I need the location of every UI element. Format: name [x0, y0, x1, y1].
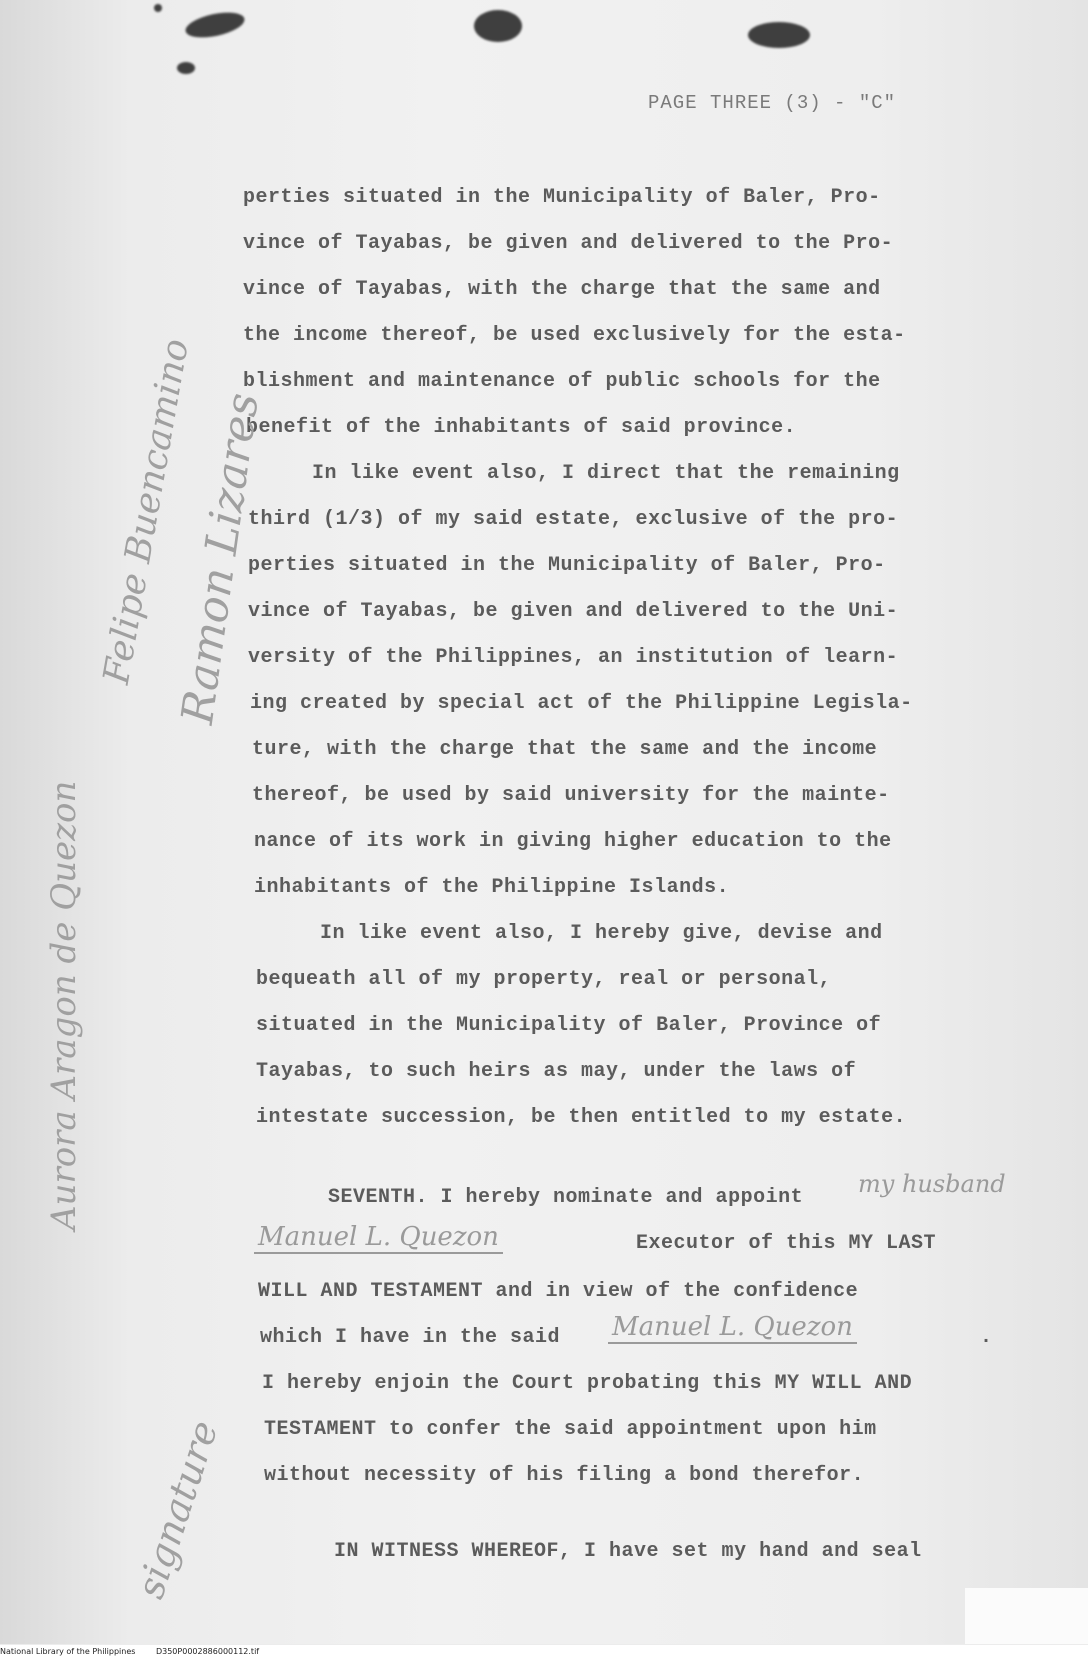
ink-blot [183, 8, 246, 42]
body-line: TESTAMENT to confer the said appointment upon him [264, 1418, 877, 1441]
body-line: SEVENTH. I hereby nominate and appoint [328, 1186, 804, 1209]
body-line: nance of its work in giving higher education to the [254, 830, 892, 853]
body-line: perties situated in the Municipality of Baler, Pro- [248, 554, 886, 577]
handwritten-fill: Manuel L. Quezon [254, 1222, 503, 1254]
body-line: blishment and maintenance of public schools for the [243, 370, 881, 393]
body-line: IN WITNESS WHEREOF, I have set my hand and seal [334, 1540, 922, 1563]
body-line: I hereby enjoin the Court probating this MY WILL AND [262, 1372, 913, 1395]
ink-blot [474, 10, 522, 42]
footer-library: National Library of the Philippines [0, 1647, 136, 1656]
scan-footer [0, 1645, 1088, 1658]
body-line: bequeath all of my property, real or personal, [256, 968, 832, 991]
margin-signature: Ramon Lizares [172, 389, 269, 728]
body-line: perties situated in the Municipality of Baler, Pro- [243, 186, 881, 209]
page-header: PAGE THREE (3) - "C" [648, 92, 897, 114]
ink-blot [154, 4, 162, 12]
body-line: Tayabas, to such heirs as may, under the laws of [256, 1060, 857, 1083]
ink-blot [177, 62, 195, 74]
body-line: without necessity of his filing a bond therefor. [264, 1464, 865, 1487]
ink-blot [748, 22, 810, 48]
margin-signature: Aurora Aragon de Quezon [44, 780, 84, 1230]
body-line: In like event also, I hereby give, devise and [320, 922, 883, 945]
body-line: situated in the Municipality of Baler, Province of [256, 1014, 882, 1037]
body-line: inhabitants of the Philippine Islands. [254, 876, 730, 899]
body-line: vince of Tayabas, be given and delivered to the Uni- [248, 600, 899, 623]
body-line: ture, with the charge that the same and the income [252, 738, 878, 761]
body-line: WILL AND TESTAMENT and in view of the confidence [258, 1280, 859, 1303]
body-line: thereof, be used by said university for the mainte- [252, 784, 890, 807]
body-line: . [980, 1326, 993, 1349]
body-line: benefit of the inhabitants of said province. [246, 416, 797, 439]
body-line: which I have in the said [260, 1326, 561, 1349]
body-line: third (1/3) of my said estate, exclusive of the pro- [248, 508, 899, 531]
footer-file: D350P0002886000112.tif [155, 1647, 260, 1656]
body-line: vince of Tayabas, with the charge that the same and [243, 278, 881, 301]
margin-signature: Felipe Buencamino [96, 335, 198, 688]
body-line: the income thereof, be used exclusively for the esta- [243, 324, 906, 347]
body-line: ing created by special act of the Philippine Legisla- [250, 692, 913, 715]
body-line: Executor of this MY LAST [636, 1232, 937, 1255]
body-line: versity of the Philippines, an institution of learn- [248, 646, 899, 669]
handwritten-fill: my husband [858, 1170, 1006, 1198]
body-line: intestate succession, be then entitled to my estate. [256, 1106, 907, 1129]
margin-signature: signature [128, 1415, 227, 1604]
scan-patch [965, 1588, 1088, 1644]
body-line: vince of Tayabas, be given and delivered to the Pro- [243, 232, 894, 255]
handwritten-fill: Manuel L. Quezon [608, 1312, 857, 1344]
body-line: In like event also, I direct that the remaining [312, 462, 900, 485]
